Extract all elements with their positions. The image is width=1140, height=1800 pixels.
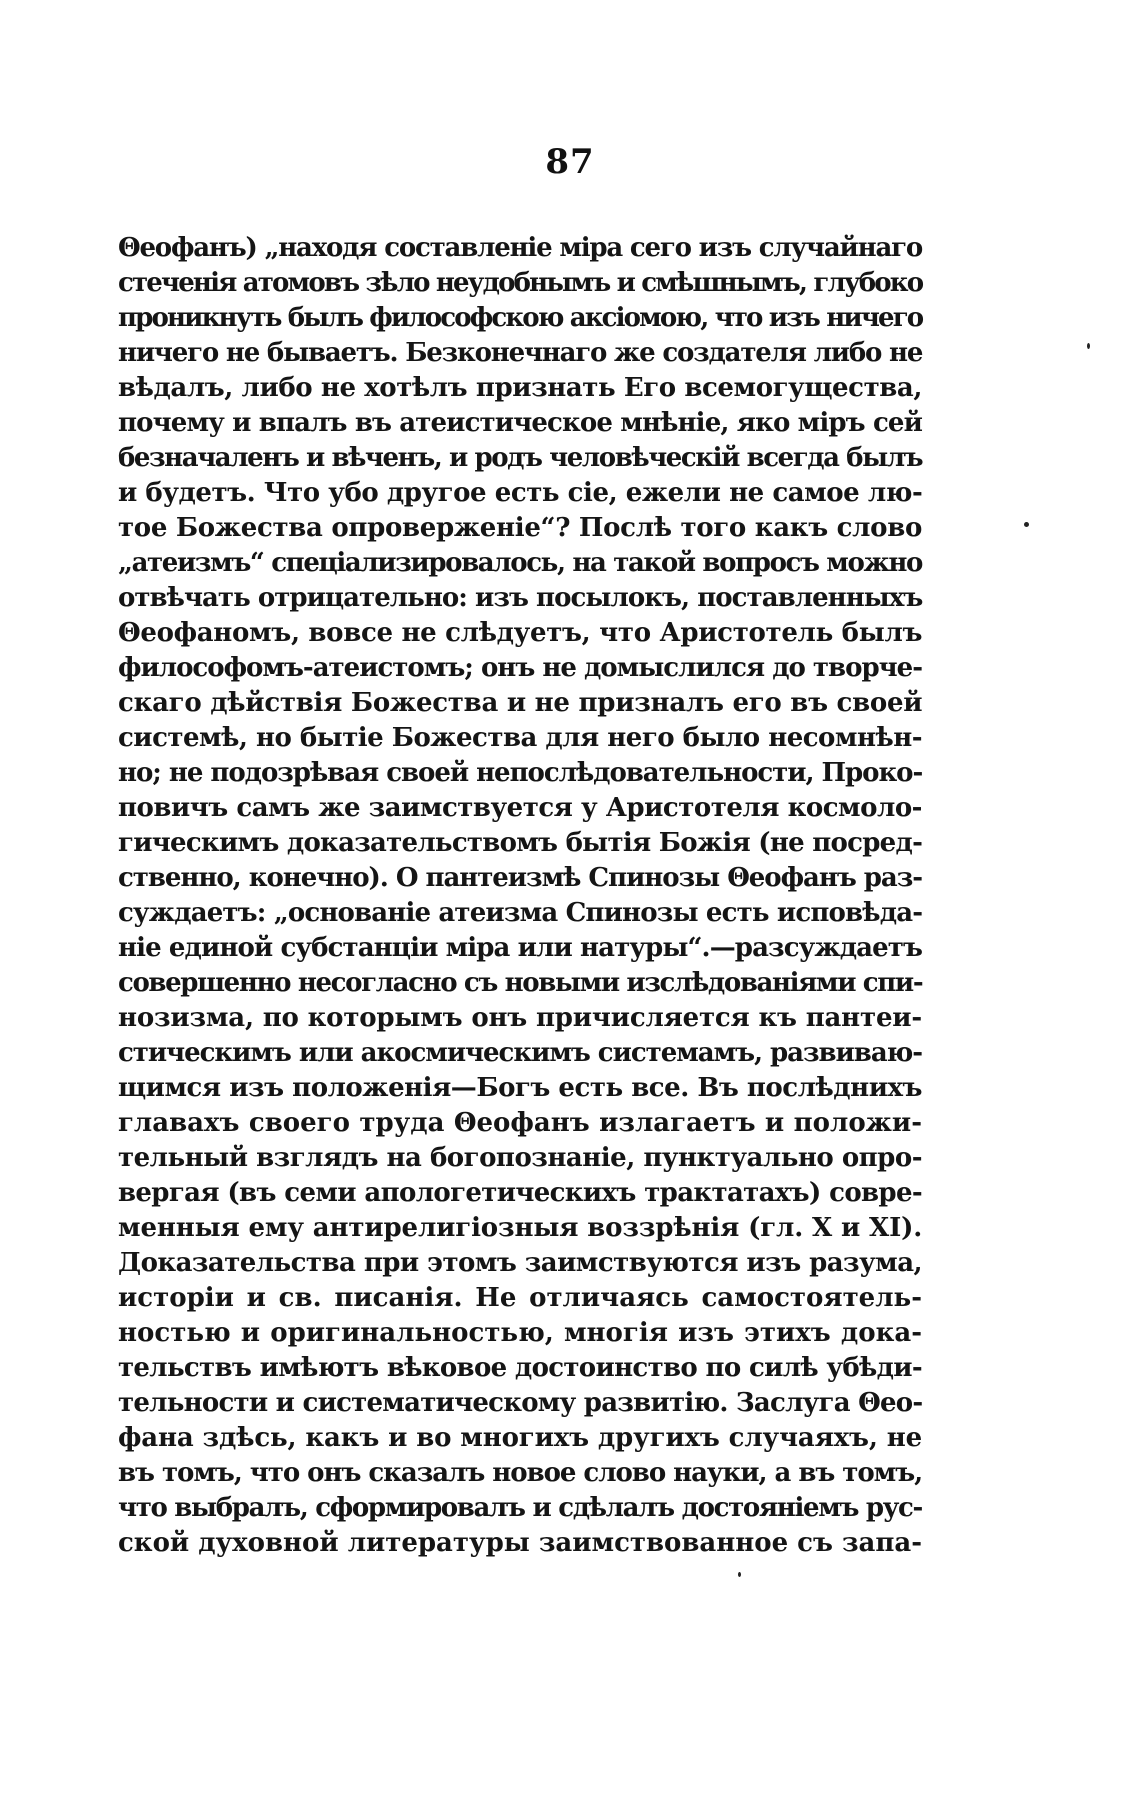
text-line: нозизма, по которымъ онъ причисляется къ пантеи-: [118, 1003, 922, 1033]
text-line: тельствъ имѣютъ вѣковое достоинство по силѣ убѣди-: [118, 1353, 922, 1383]
text-line: вѣдалъ, либо не хотѣлъ признать Его всемогущества,: [118, 373, 922, 403]
text-line: но; не подозрѣвая своей непослѣдовательности, Проко-: [118, 758, 923, 788]
text-line: скаго дѣйствія Божества и не призналъ его въ своей: [118, 688, 923, 718]
text-line: исторіи и св. писанія. Не отличаясь самостоятель-: [118, 1283, 922, 1313]
text-line: ственно, конечно). О пантеизмѣ Спинозы Θеофанъ раз-: [118, 863, 922, 893]
text-line: тельности и систематическому развитію. Заслуга Θео-: [118, 1388, 923, 1418]
text-line: безначаленъ и вѣченъ, и родъ человѣческій всегда былъ: [118, 443, 923, 473]
text-line: повичъ самъ же заимствуется у Аристотеля космоло-: [118, 793, 922, 823]
text-line: отвѣчать отрицательно: изъ посылокъ, поставленныхъ: [118, 583, 923, 613]
text-line: ностью и оригинальностью, многія изъ этихъ дока-: [118, 1318, 922, 1348]
text-line: стическимъ или акосмическимъ системамъ, развиваю-: [118, 1038, 922, 1068]
text-line: стеченія атомовъ зѣло неудобнымъ и смѣшнымъ, глубоко: [118, 268, 923, 298]
text-line: суждаетъ: „основаніе атеизма Спинозы есть исповѣда-: [118, 898, 923, 928]
text-line: ніе единой субстанціи міра или натуры“.—разсуждаетъ: [118, 933, 923, 963]
text-line: менныя ему антирелигіозныя воззрѣнія (гл. X и XI).: [118, 1213, 923, 1243]
text-line: тельный взглядъ на богопознаніе, пунктуально опро-: [118, 1143, 922, 1173]
text-line: Θеофаномъ, вовсе не слѣдуетъ, что Аристотель былъ: [118, 618, 923, 648]
text-line: фана здѣсь, какъ и во многихъ другихъ случаяхъ, не: [118, 1423, 922, 1453]
text-line: ской духовной литературы заимствованное съ запа-: [118, 1528, 922, 1558]
text-line: вергая (въ семи апологетическихъ трактатахъ) совре-: [118, 1178, 922, 1208]
text-line: проникнуть былъ философскою аксіомою, что изъ ничего: [118, 303, 923, 333]
page-number: 87: [545, 142, 595, 182]
scan-speck: [1087, 343, 1090, 349]
scan-speck: [1024, 522, 1029, 527]
scan-speck: [738, 1572, 741, 1577]
text-line: тое Божества опроверженіе“? Послѣ того какъ слово: [118, 513, 922, 543]
text-line: ничего не бываетъ. Безконечнаго же создателя либо не: [118, 338, 923, 368]
text-line: и будетъ. Что убо другое есть сіе, ежели не самое лю-: [118, 478, 923, 508]
body-text: [118, 231, 922, 1561]
text-line: почему и впалъ въ атеистическое мнѣніе, яко міръ сей: [118, 408, 922, 438]
text-line: щимся изъ положенія—Богъ есть все. Въ послѣднихъ: [118, 1073, 922, 1103]
text-line: философомъ-атеистомъ; онъ не домыслился до творче-: [118, 653, 922, 683]
text-line: совершенно несогласно съ новыми изслѣдованіями спи-: [118, 968, 923, 998]
text-line: Доказательства при этомъ заимствуются изъ разума,: [118, 1248, 922, 1278]
text-line: Θеофанъ) „находя составленіе міра сего изъ случайнаго: [118, 233, 922, 263]
text-line: гическимъ доказательствомъ бытія Божія (не посред-: [118, 828, 923, 858]
text-line: въ томъ, что онъ сказалъ новое слово науки, а въ томъ,: [118, 1458, 923, 1488]
text-line: что выбралъ, сформировалъ и сдѣлалъ достояніемъ рус-: [118, 1493, 922, 1523]
text-line: главахъ своего труда Θеофанъ излагаетъ и положи-: [118, 1108, 922, 1138]
text-line: системѣ, но бытіе Божества для него было несомнѣн-: [118, 723, 922, 753]
text-line: „атеизмъ“ спеціализировалось, на такой вопросъ можно: [118, 548, 922, 578]
